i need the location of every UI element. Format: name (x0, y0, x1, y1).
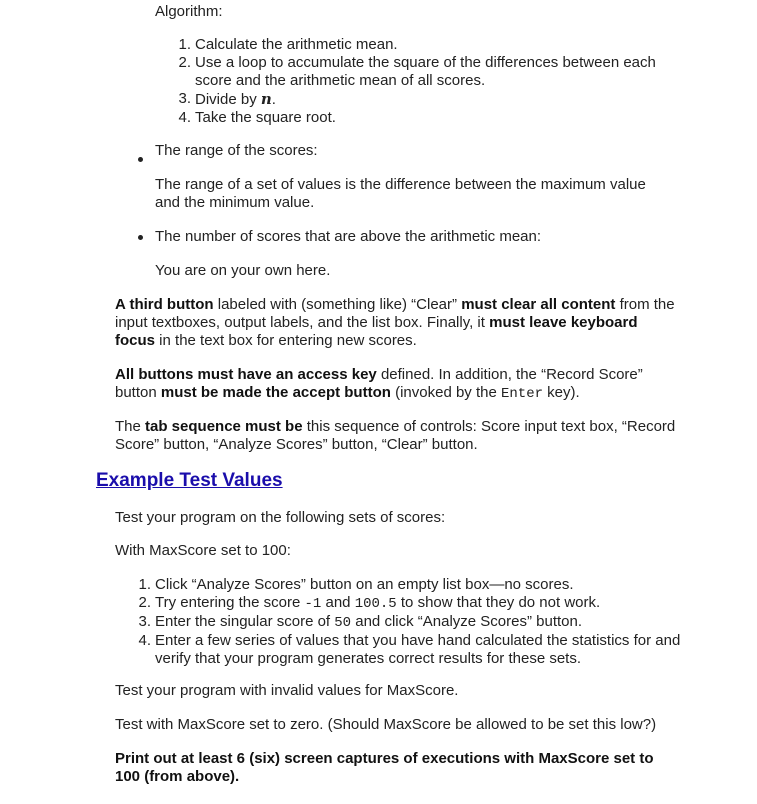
zero-line: Test with MaxScore set to zero. (Should MaxScore be allowed to be set this low?) (115, 716, 657, 733)
code-100-5: 100.5 (354, 596, 397, 612)
list-item: 2. Use a loop to accumulate the square of the differences between each score and the arithmetic mean of all scores. (178, 54, 656, 89)
tab-sequence-paragraph: The tab sequence must be this sequence of controls: Score input text box, “Record Score” button, “Analyze Scores” button, “Clear” button. (115, 418, 676, 453)
access-key-paragraph: All buttons must have an access key defined. In addition, the “Record Score” button must be made the accept button (invoked by the Enter key). (115, 366, 643, 402)
invalid-values-line: Test your program with invalid values for MaxScore. (115, 682, 459, 699)
algorithm-steps (178, 36, 735, 127)
example-test-values-link[interactable]: Example Test Values (96, 470, 283, 491)
above-mean-bullet-text: The number of scores that are above the arithmetic mean: (155, 228, 542, 245)
list-item: 2. Try entering the score -1 and 100.5 to show that they do not work. (138, 594, 601, 612)
list-item: 3. Enter the singular score of 50 and click “Analyze Scores” button. (138, 613, 583, 631)
list-item: 3. Divide by n. (178, 90, 276, 108)
max-score-line: With MaxScore set to 100: (115, 542, 291, 559)
algorithm-heading: Algorithm: (155, 3, 223, 20)
code-50: 50 (334, 615, 352, 631)
example-intro: Test your program on the following sets of scores: (115, 509, 446, 526)
list-item: 4. Take the square root. (178, 109, 336, 126)
bullet-icon (138, 157, 143, 162)
bullet-icon (138, 235, 143, 240)
above-mean-text: You are on your own here. (155, 262, 331, 279)
code-neg-one: -1 (304, 596, 322, 612)
range-description: The range of a set of values is the difference between the maximum value and the minimum value. (155, 176, 646, 211)
list-item: 1. Calculate the arithmetic mean. (178, 36, 398, 53)
section-heading-example-test-values[interactable] (96, 470, 283, 492)
range-bullet-text: The range of the scores: (155, 142, 318, 159)
clear-button-paragraph: A third button labeled with (something like) “Clear” must clear all content from the input textboxes, output labels, and the list box. Finally, it must leave keyboard focus in the text box for entering new scores. (115, 296, 675, 349)
list-item: 4. Enter a few series of values that you have hand calculated the statistics for and verify that your program generates correct results for these sets. (138, 632, 681, 667)
code-enter: Enter (500, 386, 543, 402)
print-instruction: Print out at least 6 (six) screen captures of executions with MaxScore set to 100 (from above). (115, 750, 654, 785)
test-steps (138, 576, 735, 668)
math-variable-n: n (260, 90, 272, 108)
list-item: 1. Click “Analyze Scores” button on an empty list box—no scores. (138, 576, 574, 593)
